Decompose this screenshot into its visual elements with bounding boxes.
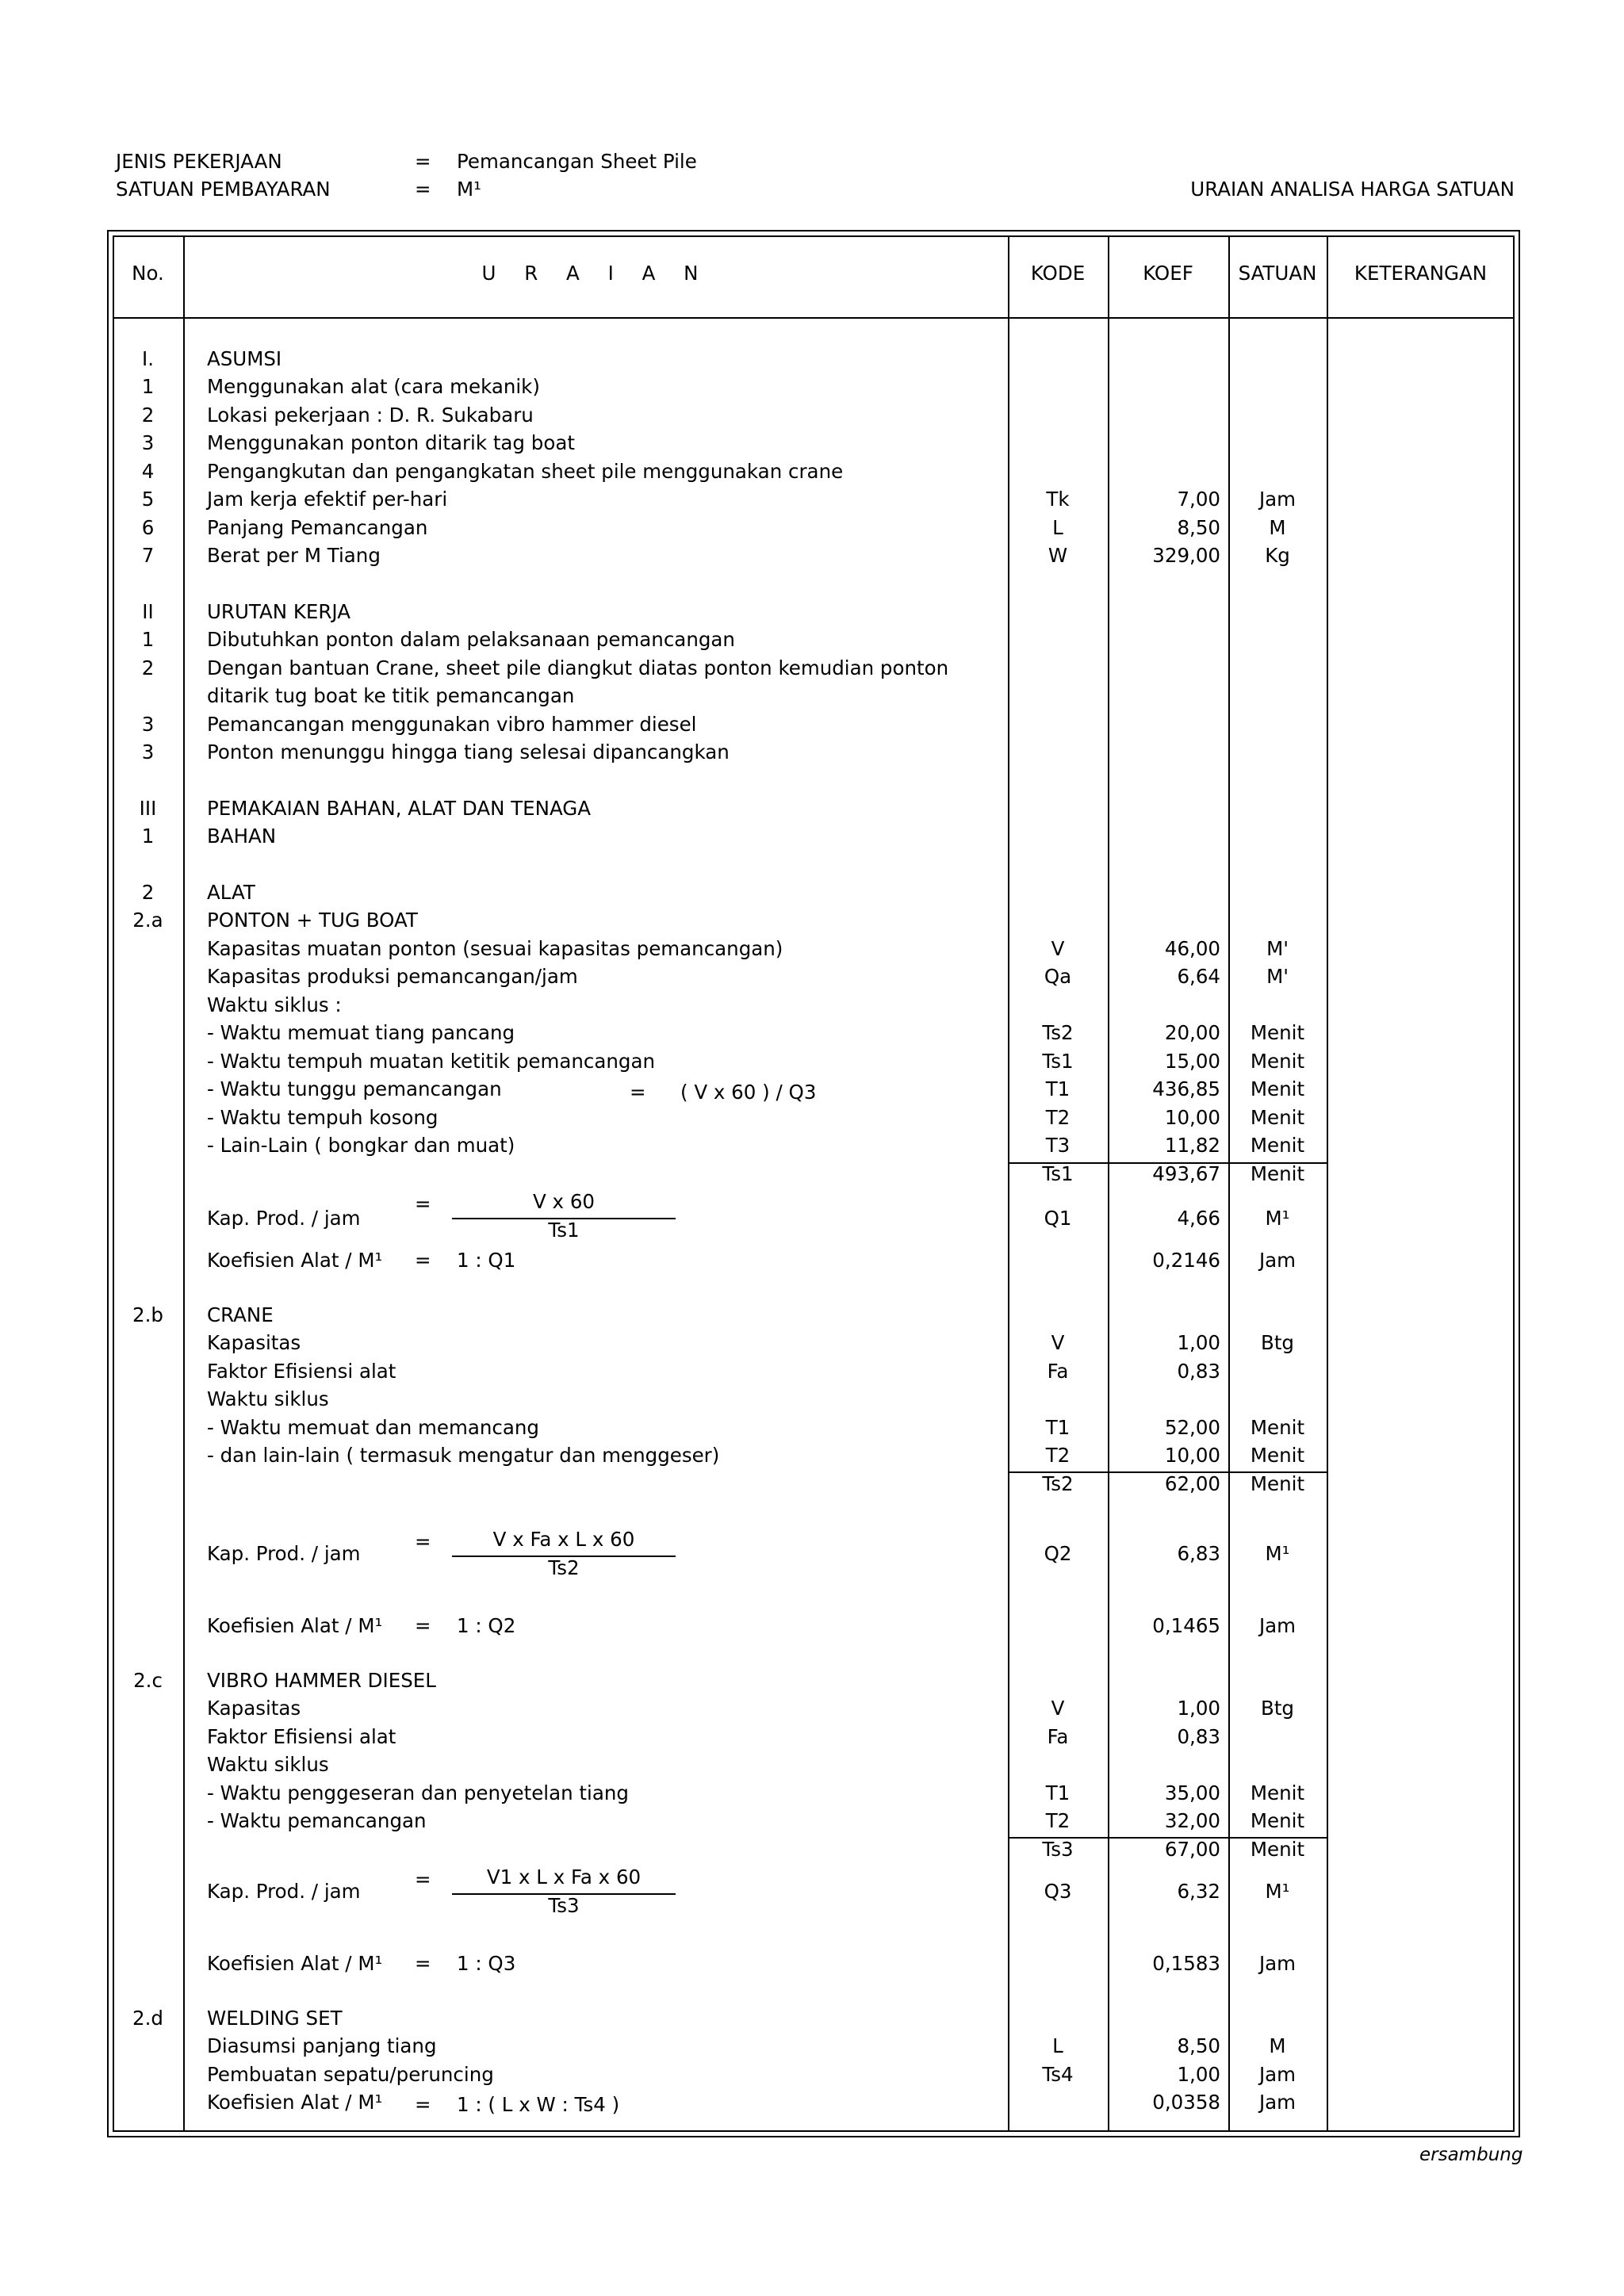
- row-uraian: PEMAKAIAN BAHAN, ALAT DAN TENAGA: [207, 797, 592, 820]
- row-koef: 329,00: [1152, 544, 1220, 567]
- row-uraian: Dengan bantuan Crane, sheet pile diangkut diatas ponton kemudian ponton: [207, 656, 949, 679]
- tug-wait-equals: =: [630, 1081, 646, 1104]
- row-kode: Ts1: [1042, 1050, 1074, 1073]
- row-satuan: M¹: [1265, 1880, 1290, 1903]
- row-no: 3: [141, 431, 155, 454]
- row-kode: Q1: [1044, 1207, 1072, 1230]
- row-uraian: Dibutuhkan ponton dalam pelaksanaan pemancangan: [207, 628, 735, 651]
- f2-denominator: Ts2: [548, 1556, 580, 1579]
- row-koef: 20,00: [1164, 1021, 1220, 1044]
- row-satuan: Menit: [1250, 1050, 1305, 1073]
- f3-denominator: Ts3: [548, 1894, 580, 1917]
- row-koef: 436,85: [1152, 1077, 1220, 1100]
- row-kode: Q3: [1044, 1880, 1072, 1903]
- row-uraian: Kap. Prod. / jam: [207, 1880, 361, 1903]
- row-satuan: M: [1269, 2034, 1286, 2057]
- row-uraian: CRANE: [207, 1303, 274, 1326]
- row-no: 5: [141, 488, 155, 511]
- row-koef: 10,00: [1164, 1106, 1220, 1129]
- row-uraian: - Lain-Lain ( bongkar dan muat): [207, 1134, 515, 1157]
- row-satuan: Menit: [1250, 1809, 1305, 1832]
- row-uraian: Koefisien Alat / M¹: [207, 1614, 383, 1637]
- row-kode: V: [1051, 1331, 1065, 1354]
- row-no: 2.b: [132, 1303, 163, 1326]
- row-kode: T1: [1045, 1077, 1071, 1100]
- f3-numerator: V1 x L x Fa x 60: [486, 1866, 642, 1888]
- col-header-koef: KOEF: [1143, 262, 1193, 285]
- row-koef: 6,32: [1177, 1880, 1220, 1903]
- f3-equals: =: [415, 1868, 431, 1891]
- row-koef: 8,50: [1177, 516, 1220, 539]
- row-no: 2.c: [133, 1669, 163, 1692]
- satuan-pembayaran-equals: =: [415, 178, 431, 201]
- row-kode: Fa: [1047, 1725, 1069, 1748]
- row-uraian: Pembuatan sepatu/peruncing: [207, 2063, 494, 2086]
- row-uraian: - Waktu penggeseran dan penyetelan tiang: [207, 1781, 629, 1804]
- row-koef: 1,00: [1177, 2063, 1220, 2086]
- row-uraian: Kapasitas produksi pemancangan/jam: [207, 965, 578, 988]
- header-divider: [113, 317, 1515, 319]
- k3-equals: =: [415, 1952, 431, 1975]
- row-uraian: Kapasitas: [207, 1697, 301, 1720]
- row-kode: Tk: [1046, 488, 1070, 511]
- row-koef: 46,00: [1164, 937, 1220, 960]
- row-satuan: Jam: [1258, 1952, 1297, 1975]
- row-satuan: Jam: [1258, 2063, 1297, 2086]
- row-satuan: Menit: [1250, 1021, 1305, 1044]
- row-uraian: Menggunakan ponton ditarik tag boat: [207, 431, 575, 454]
- row-kode: T1: [1045, 1781, 1071, 1804]
- row-uraian: Waktu siklus: [207, 1753, 329, 1776]
- row-no: I.: [141, 347, 154, 370]
- row-no: 1: [141, 375, 155, 398]
- subtotal-line-ts2: [1008, 1471, 1327, 1473]
- col-header-kode: KODE: [1030, 262, 1086, 285]
- row-kode: Qa: [1044, 965, 1072, 988]
- row-no: 2: [141, 656, 155, 679]
- row-uraian: Faktor Efisiensi alat: [207, 1360, 396, 1383]
- row-uraian: Jam kerja efektif per-hari: [207, 488, 448, 511]
- row-satuan: Kg: [1265, 544, 1290, 567]
- row-koef: 62,00: [1164, 1472, 1220, 1495]
- row-uraian: Kapasitas muatan ponton (sesuai kapasitas pemancangan): [207, 937, 783, 960]
- row-kode: Ts1: [1042, 1162, 1074, 1185]
- row-kode: Fa: [1047, 1360, 1069, 1383]
- row-koef: 0,2146: [1152, 1249, 1220, 1272]
- row-uraian: Waktu siklus: [207, 1387, 329, 1410]
- k3-formula: 1 : Q3: [457, 1952, 516, 1975]
- row-koef: 15,00: [1164, 1050, 1220, 1073]
- row-uraian: Lokasi pekerjaan : D. R. Sukabaru: [207, 404, 534, 427]
- tug-wait-formula: ( V x 60 ) / Q3: [680, 1081, 817, 1104]
- f1-numerator: V x 60: [532, 1190, 595, 1213]
- row-kode: V: [1051, 937, 1065, 960]
- col-header-keterangan: KETERANGAN: [1354, 262, 1488, 285]
- col-divider-satuan: [1327, 235, 1328, 2132]
- col-divider-no: [183, 235, 185, 2132]
- row-kode: T2: [1045, 1809, 1071, 1832]
- row-uraian: - Waktu memuat tiang pancang: [207, 1021, 515, 1044]
- row-uraian: Panjang Pemancangan: [207, 516, 428, 539]
- row-satuan: M': [1266, 965, 1289, 988]
- row-uraian: Pengangkutan dan pengangkatan sheet pile menggunakan crane: [207, 460, 844, 483]
- jenis-pekerjaan-label: JENIS PEKERJAAN: [116, 150, 282, 173]
- row-koef: 0,83: [1177, 1360, 1220, 1383]
- row-no: 2.a: [132, 909, 163, 932]
- k1-formula: 1 : Q1: [457, 1249, 516, 1272]
- row-uraian: Koefisien Alat / M¹: [207, 1249, 383, 1272]
- row-kode: Q2: [1044, 1542, 1072, 1565]
- k4-equals: =: [415, 2093, 431, 2116]
- row-uraian: Kap. Prod. / jam: [207, 1207, 361, 1230]
- row-koef: 8,50: [1177, 2034, 1220, 2057]
- row-satuan: Btg: [1261, 1697, 1294, 1720]
- row-no: 4: [141, 460, 155, 483]
- jenis-pekerjaan-equals: =: [415, 150, 431, 173]
- row-no: 2: [141, 404, 155, 427]
- row-satuan: Menit: [1250, 1472, 1305, 1495]
- row-kode: T2: [1045, 1444, 1071, 1467]
- row-no: 3: [141, 713, 155, 736]
- row-uraian: Waktu siklus :: [207, 993, 342, 1016]
- row-koef: 11,82: [1164, 1134, 1220, 1157]
- row-uraian: ditarik tug boat ke titik pemancangan: [207, 684, 575, 707]
- k2-equals: =: [415, 1614, 431, 1637]
- row-koef: 0,83: [1177, 1725, 1220, 1748]
- row-satuan: Btg: [1261, 1331, 1294, 1354]
- row-kode: L: [1052, 2034, 1063, 2057]
- row-no: 2.d: [132, 2007, 163, 2030]
- row-satuan: Menit: [1250, 1838, 1305, 1861]
- row-satuan: Menit: [1250, 1134, 1305, 1157]
- row-kode: L: [1052, 516, 1063, 539]
- row-uraian: ASUMSI: [207, 347, 282, 370]
- row-satuan: Menit: [1250, 1781, 1305, 1804]
- row-koef: 35,00: [1164, 1781, 1220, 1804]
- row-uraian: - Waktu pemancangan: [207, 1809, 427, 1832]
- row-uraian: - dan lain-lain ( termasuk mengatur dan menggeser): [207, 1444, 720, 1467]
- row-no: 1: [141, 825, 155, 848]
- row-kode: T2: [1045, 1106, 1071, 1129]
- row-satuan: M¹: [1265, 1542, 1290, 1565]
- row-uraian: BAHAN: [207, 825, 277, 848]
- row-koef: 0,1583: [1152, 1952, 1220, 1975]
- row-koef: 32,00: [1164, 1809, 1220, 1832]
- row-uraian: - Waktu tunggu pemancangan: [207, 1077, 502, 1100]
- row-no: III: [139, 797, 157, 820]
- row-kode: Ts2: [1042, 1472, 1074, 1495]
- col-header-no: No.: [132, 262, 164, 285]
- row-kode: V: [1051, 1697, 1065, 1720]
- continued-note: ersambung: [1419, 2145, 1523, 2165]
- jenis-pekerjaan-value: Pemancangan Sheet Pile: [457, 150, 697, 173]
- row-no: 1: [141, 628, 155, 651]
- row-satuan: M¹: [1265, 1207, 1290, 1230]
- row-no: 7: [141, 544, 155, 567]
- subtotal-line-ts3: [1008, 1837, 1327, 1839]
- row-uraian: Diasumsi panjang tiang: [207, 2034, 437, 2057]
- row-satuan: Menit: [1250, 1416, 1305, 1439]
- k2-formula: 1 : Q2: [457, 1614, 516, 1637]
- row-koef: 7,00: [1177, 488, 1220, 511]
- f2-equals: =: [415, 1530, 431, 1553]
- row-koef: 1,00: [1177, 1697, 1220, 1720]
- row-koef: 10,00: [1164, 1444, 1220, 1467]
- row-satuan: Menit: [1250, 1444, 1305, 1467]
- k4-formula: 1 : ( L x W : Ts4 ): [457, 2093, 620, 2116]
- row-satuan: M': [1266, 937, 1289, 960]
- row-koef: 52,00: [1164, 1416, 1220, 1439]
- row-uraian: Kap. Prod. / jam: [207, 1542, 361, 1565]
- row-koef: 6,83: [1177, 1542, 1220, 1565]
- row-uraian: ALAT: [207, 881, 255, 904]
- row-kode: Ts2: [1042, 1021, 1074, 1044]
- row-koef: 493,67: [1152, 1162, 1220, 1185]
- row-kode: Ts3: [1042, 1838, 1074, 1861]
- row-koef: 67,00: [1164, 1838, 1220, 1861]
- row-uraian: VIBRO HAMMER DIESEL: [207, 1669, 436, 1692]
- row-uraian: - Waktu memuat dan memancang: [207, 1416, 539, 1439]
- row-satuan: Jam: [1258, 2091, 1297, 2114]
- row-satuan: Jam: [1258, 1614, 1297, 1637]
- row-no: II: [142, 600, 154, 623]
- row-no: 6: [141, 516, 155, 539]
- row-uraian: Koefisien Alat / M¹: [207, 2091, 383, 2114]
- row-koef: 0,0358: [1152, 2091, 1220, 2114]
- satuan-pembayaran-value: M¹: [457, 178, 481, 201]
- row-satuan: Menit: [1250, 1077, 1305, 1100]
- satuan-pembayaran-label: SATUAN PEMBAYARAN: [116, 178, 331, 201]
- row-uraian: - Waktu tempuh muatan ketitik pemancangan: [207, 1050, 656, 1073]
- row-uraian: Koefisien Alat / M¹: [207, 1952, 383, 1975]
- f2-numerator: V x Fa x L x 60: [492, 1528, 635, 1551]
- row-satuan: M: [1269, 516, 1286, 539]
- row-uraian: URUTAN KERJA: [207, 600, 350, 623]
- row-koef: 0,1465: [1152, 1614, 1220, 1637]
- f1-equals: =: [415, 1192, 431, 1215]
- row-uraian: Faktor Efisiensi alat: [207, 1725, 396, 1748]
- row-koef: 1,00: [1177, 1331, 1220, 1354]
- col-header-satuan: SATUAN: [1238, 262, 1317, 285]
- col-header-uraian: U R A I A N: [481, 262, 710, 285]
- row-kode: W: [1048, 544, 1068, 567]
- row-satuan: Menit: [1250, 1106, 1305, 1129]
- document-title: URAIAN ANALISA HARGA SATUAN: [1190, 178, 1515, 201]
- row-kode: T3: [1045, 1134, 1071, 1157]
- k1-equals: =: [415, 1249, 431, 1272]
- row-uraian: - Waktu tempuh kosong: [207, 1106, 439, 1129]
- f1-denominator: Ts1: [548, 1219, 580, 1242]
- row-satuan: Jam: [1258, 1249, 1297, 1272]
- row-satuan: Jam: [1258, 488, 1297, 511]
- row-uraian: Menggunakan alat (cara mekanik): [207, 375, 540, 398]
- row-satuan: Menit: [1250, 1162, 1305, 1185]
- row-no: 2: [141, 881, 155, 904]
- row-uraian: Berat per M Tiang: [207, 544, 381, 567]
- row-kode: Ts4: [1042, 2063, 1074, 2086]
- row-koef: 4,66: [1177, 1207, 1220, 1230]
- row-kode: T1: [1045, 1416, 1071, 1439]
- row-uraian: PONTON + TUG BOAT: [207, 909, 418, 932]
- row-uraian: WELDING SET: [207, 2007, 343, 2030]
- row-uraian: Kapasitas: [207, 1331, 301, 1354]
- row-uraian: Ponton menunggu hingga tiang selesai dipancangkan: [207, 740, 730, 763]
- row-koef: 6,64: [1177, 965, 1220, 988]
- subtotal-line-ts1: [1008, 1162, 1327, 1164]
- row-no: 3: [141, 740, 155, 763]
- row-uraian: Pemancangan menggunakan vibro hammer diesel: [207, 713, 697, 736]
